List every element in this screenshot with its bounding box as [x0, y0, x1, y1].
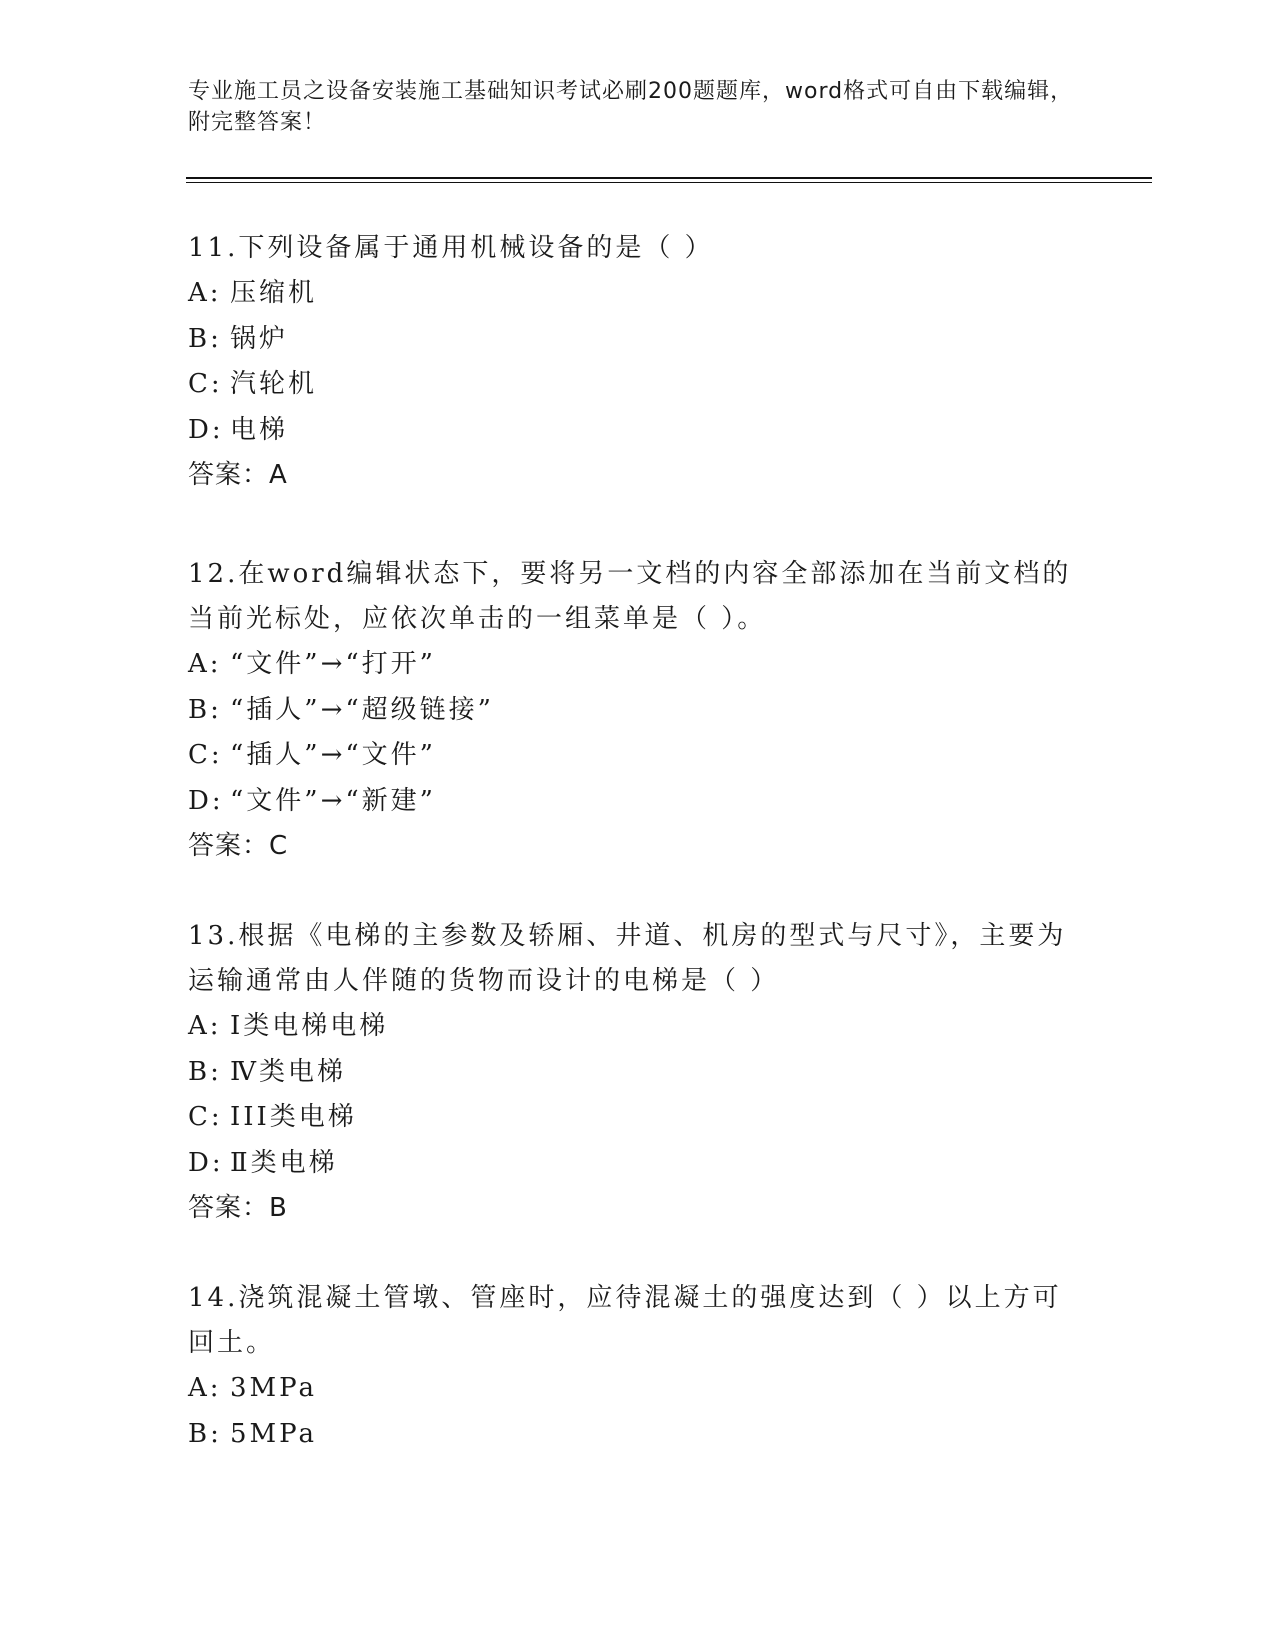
- option-text: Ⅳ类电梯: [230, 1056, 346, 1087]
- option-key: C:: [188, 369, 223, 399]
- option-text: “插人”→“文件”: [230, 740, 436, 770]
- option-key: D:: [188, 1147, 224, 1178]
- header-divider-thin: [186, 182, 1152, 183]
- option-text: 汽轮机: [230, 369, 318, 399]
- option-text: Ⅰ类电梯电梯: [230, 1011, 389, 1041]
- question-stem: 14.浇筑混凝土管墩、管座时，应待混凝土的强度达到（ ）以上方可回土。: [188, 1283, 1062, 1358]
- option-b: [188, 317, 1088, 363]
- option-a: [188, 1366, 1088, 1412]
- option-key: A:: [188, 278, 222, 308]
- question-stem: 12.在word编辑状态下，要将另一文档的内容全部添加在当前文档的当前光标处，应依次单击的一组菜单是（ ）。: [188, 559, 1072, 634]
- option-key: B:: [188, 1056, 222, 1087]
- option-b: [188, 688, 1088, 734]
- document-header: 专业施工员之设备安装施工基础知识考试必刷200题题库，word格式可自由下载编辑，附完整答案！: [188, 79, 1074, 135]
- option-text: 5MPa: [230, 1418, 317, 1449]
- option-key: D:: [188, 414, 224, 445]
- option-text: III类电梯: [230, 1102, 357, 1132]
- option-text: “插人”→“超级链接”: [230, 694, 494, 725]
- option-text: 锅炉: [230, 323, 289, 354]
- option-b: [188, 1412, 1088, 1458]
- option-text: “文件”→“新建”: [230, 785, 436, 816]
- question-11: [188, 226, 1088, 498]
- option-a: [188, 642, 1088, 688]
- option-text: “文件”→“打开”: [230, 649, 436, 679]
- option-c: [188, 362, 1088, 408]
- answer-line: 答案：B: [188, 1193, 288, 1223]
- option-a: [188, 1004, 1088, 1050]
- option-text: Ⅱ类电梯: [230, 1147, 338, 1178]
- option-a: [188, 271, 1088, 317]
- option-key: B:: [188, 1418, 222, 1449]
- question-13: [188, 914, 1088, 1231]
- answer-line: 答案：A: [188, 460, 288, 490]
- option-text: 电梯: [230, 414, 289, 445]
- option-key: C:: [188, 1102, 223, 1132]
- question-14: [188, 1276, 1088, 1457]
- option-text: 压缩机: [230, 278, 318, 308]
- option-key: D:: [188, 785, 224, 816]
- question-stem: 13.根据《电梯的主参数及轿厢、井道、机房的型式与尺寸》，主要为运输通常由人伴随的货物而设计的电梯是（ ）: [188, 921, 1067, 996]
- header-divider: [186, 177, 1152, 179]
- option-text: 3MPa: [230, 1373, 317, 1403]
- option-d: [188, 779, 1088, 825]
- option-b: [188, 1050, 1088, 1096]
- option-c: [188, 733, 1088, 779]
- question-12: [188, 552, 1088, 869]
- question-stem: 11.下列设备属于通用机械设备的是（ ）: [188, 233, 714, 263]
- option-key: C:: [188, 740, 223, 770]
- option-d: [188, 408, 1088, 454]
- option-key: A:: [188, 1373, 222, 1403]
- option-key: A:: [188, 649, 222, 679]
- option-key: B:: [188, 323, 222, 354]
- option-c: [188, 1095, 1088, 1141]
- option-key: B:: [188, 694, 222, 725]
- answer-line: 答案：C: [188, 831, 289, 861]
- option-d: [188, 1141, 1088, 1187]
- option-key: A:: [188, 1011, 222, 1041]
